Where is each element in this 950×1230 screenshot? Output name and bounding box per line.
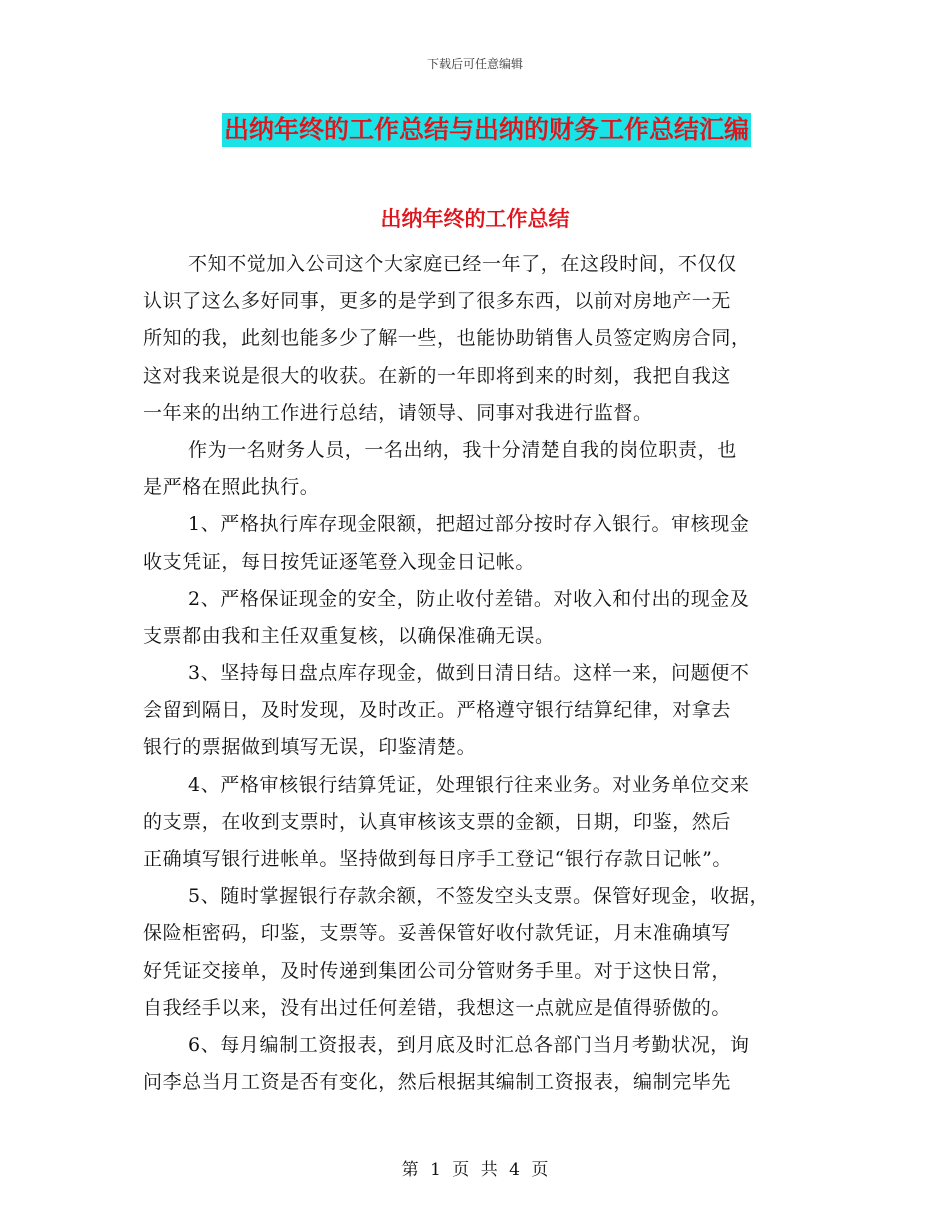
body-line: 会留到隔日，及时发现，及时改正。严格遵守银行结算纪律，对拿去	[143, 699, 732, 722]
body-line: 不知不觉加入公司这个大家庭已经一年了，在这段时间，不仅仅	[188, 253, 737, 275]
body-line: 这对我来说是很大的收获。在新的一年即将到来的时刻，我把自我这	[143, 364, 732, 387]
body-text	[143, 246, 833, 1101]
body-line: 3、坚持每日盘点库存现金，做到日清日结。这样一来，问题便不	[188, 662, 750, 685]
body-line: 5、随时掌握银行存款余额，不签发空头支票。保管好现金，收据，	[188, 885, 770, 908]
body-line: 所知的我，此刻也能多少了解一些，也能协助销售人员签定购房合同，	[143, 327, 751, 350]
body-line: 的支票，在收到支票时，认真审核该支票的金额，日期，印鉴，然后	[143, 810, 732, 833]
body-line: 自我经手以来，没有出过任何差错，我想这一点就应是值得骄傲的。	[143, 996, 732, 1019]
body-line: 保险柜密码，印鉴，支票等。妥善保管好收付款凭证，月末准确填写	[143, 922, 732, 945]
body-line: 一年来的出纳工作进行总结，请领导、同事对我进行监督。	[143, 401, 653, 424]
body-line: 是严格在照此执行。	[143, 476, 320, 499]
body-line: 2、严格保证现金的安全，防止收付差错。对收入和付出的现金及	[188, 587, 750, 610]
body-line: 银行的票据做到填写无误，印鉴清楚。	[143, 736, 477, 759]
body-line: 好凭证交接单，及时传递到集团公司分管财务手里。对于这快日常，	[143, 959, 732, 982]
body-line: 作为一名财务人员，一名出纳，我十分清楚自我的岗位职责，也	[188, 438, 737, 461]
body-line: 问李总当月工资是否有变化，然后根据其编制工资报表，编制完毕先	[143, 1071, 732, 1094]
page-footer: 第 1 页 共 4 页	[401, 1160, 549, 1180]
document-title: 出纳年终的工作总结与出纳的财务工作总结汇编	[222, 113, 751, 147]
section-heading: 出纳年终的工作总结	[380, 207, 570, 231]
body-line: 正确填写银行进帐单。坚持做到每日序手工登记“银行存款日记帐”。	[143, 848, 733, 870]
body-line: 4、严格审核银行结算凭证，处理银行往来业务。对业务单位交来	[188, 773, 750, 796]
body-line: 收支凭证，每日按凭证逐笔登入现金日记帐。	[143, 550, 536, 573]
page-header-note: 下载后可任意编辑	[426, 57, 523, 71]
body-line: 6、每月编制工资报表，到月底及时汇总各部门当月考勤状况，询	[188, 1033, 750, 1056]
body-line: 支票都由我和主任双重复核，以确保准确无误。	[143, 624, 555, 647]
body-line: 认识了这么多好同事，更多的是学到了很多东西，以前对房地产一无	[143, 290, 732, 313]
body-line: 1、严格执行库存现金限额，把超过部分按时存入银行。审核现金	[188, 513, 750, 536]
